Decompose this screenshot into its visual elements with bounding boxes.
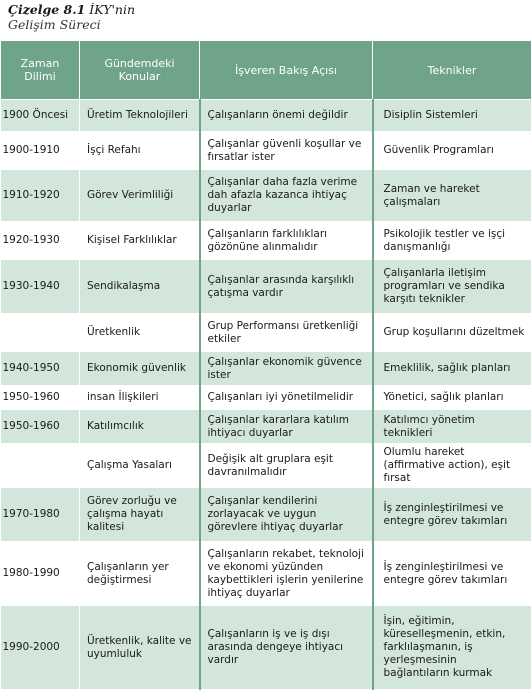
table-row [1,386,531,410]
table-row [1,444,531,488]
technique-cell: Yönetici, sağlık planları [373,386,531,410]
technique-cell: Zaman ve hareket çalışmaları [373,170,531,222]
technique-cell: İş zenginleştirilmesi ve entegre görev takımları [373,488,531,542]
period-cell: 1930-1940 [1,260,80,314]
technique-cell: Grup koşullarını düzeltmek [373,314,531,352]
topic-cell: Ekonomik güvenlik [80,352,200,386]
period-cell [1,444,80,488]
period-cell: 1980-1990 [1,542,80,606]
technique-cell: Katılımcı yönetim teknikleri [373,410,531,444]
table-row [1,352,531,386]
employer-view-cell: Çalışanların farklılıkları gözönüne alınmalıdır [200,222,373,260]
table-row [1,410,531,444]
employer-view-cell: Çalışanlar kararlara katılım ihtiyacı duyarlar [200,410,373,444]
period-cell: 1900-1910 [1,132,80,170]
topic-cell: Görev zorluğu ve çalışma hayatı kalitesi [80,488,200,542]
employer-view-cell: Çalışanların rekabet, teknoloji ve ekonomi yüzünden kaybettikleri işlerin yenilerine ihtiyaç duyarlar [200,542,373,606]
table-header-row [1,41,531,100]
period-cell: 1990-2000 [1,606,80,690]
employer-view-cell: Çalışanlar arasında karşılıklı çatışma vardır [200,260,373,314]
employer-view-cell: Değişik alt gruplara eşit davranılmalıdır [200,444,373,488]
employer-view-cell: Çalışanlar güvenli koşullar ve fırsatlar ister [200,132,373,170]
employer-view-cell: Çalışanlar daha fazla verime dah afazla kazanca ihtiyaç duyarlar [200,170,373,222]
employer-view-cell: Çalışanlar ekonomik güvence ister [200,352,373,386]
technique-cell: Emeklilik, sağlık planları [373,352,531,386]
period-cell: 1920-1930 [1,222,80,260]
table-caption [8,2,528,32]
technique-cell: Güvenlik Programları [373,132,531,170]
technique-cell: Disiplin Sistemleri [373,100,531,132]
topic-cell: Üretkenlik [80,314,200,352]
technique-cell: Psikolojik testler ve işçi danışmanlığı [373,222,531,260]
employer-view-cell: Çalışanları iyi yönetilmelidir [200,386,373,410]
employer-view-cell: Çalışanların önemi değildir [200,100,373,132]
employer-view-cell: Grup Performansı üretkenliği etkiler [200,314,373,352]
period-cell: 1970-1980 [1,488,80,542]
table-row [1,488,531,542]
header-period: Zaman Dilimi [1,41,80,100]
topic-cell: insan İlişkileri [80,386,200,410]
topic-cell: Çalışanların yer değiştirmesi [80,542,200,606]
period-cell: 1940-1950 [1,352,80,386]
table-row [1,606,531,690]
topic-cell: Üretkenlik, kalite ve uyumluluk [80,606,200,690]
topic-cell: Kişisel Farklılıklar [80,222,200,260]
header-topics: Gündemdeki Konular [80,41,200,100]
period-cell [1,314,80,352]
table-row [1,260,531,314]
table-title: İKY'nin [89,2,135,17]
period-cell: 1900 Öncesi [1,100,80,132]
table-label: Çizelge 8.1 [8,2,85,17]
employer-view-cell: Çalışanların iş ve iş dışı arasında dengeye ihtiyacı vardır [200,606,373,690]
table-row [1,222,531,260]
topic-cell: İşçi Refahı [80,132,200,170]
header-employer-view: İşveren Bakış Açısı [200,41,373,100]
technique-cell: İşin, eğitimin, küreselleşmenin, etkin, farklılaşmanın, iş yerleşmesinin bağlantıların kurmak [373,606,531,690]
table-row [1,100,531,132]
table-row [1,132,531,170]
table-row [1,314,531,352]
hrm-evolution-table [0,40,531,690]
table-subtitle: Gelişim Süreci [8,17,528,32]
technique-cell: Çalışanlarla iletişim programları ve sendika karşıtı teknikler [373,260,531,314]
employer-view-cell: Çalışanlar kendilerini zorlayacak ve uygun görevlere ihtiyaç duyarlar [200,488,373,542]
technique-cell: İş zenginleştirilmesi ve entegre görev takımları [373,542,531,606]
topic-cell: Katılımcılık [80,410,200,444]
technique-cell: Olumlu hareket (affirmative action), eşit fırsat [373,444,531,488]
topic-cell: Çalışma Yasaları [80,444,200,488]
topic-cell: Üretim Teknolojileri [80,100,200,132]
table-row [1,542,531,606]
period-cell: 1950-1960 [1,410,80,444]
period-cell: 1910-1920 [1,170,80,222]
header-techniques: Teknikler [373,41,531,100]
topic-cell: Sendikalaşma [80,260,200,314]
topic-cell: Görev Verimliliği [80,170,200,222]
period-cell: 1950-1960 [1,386,80,410]
table-row [1,170,531,222]
